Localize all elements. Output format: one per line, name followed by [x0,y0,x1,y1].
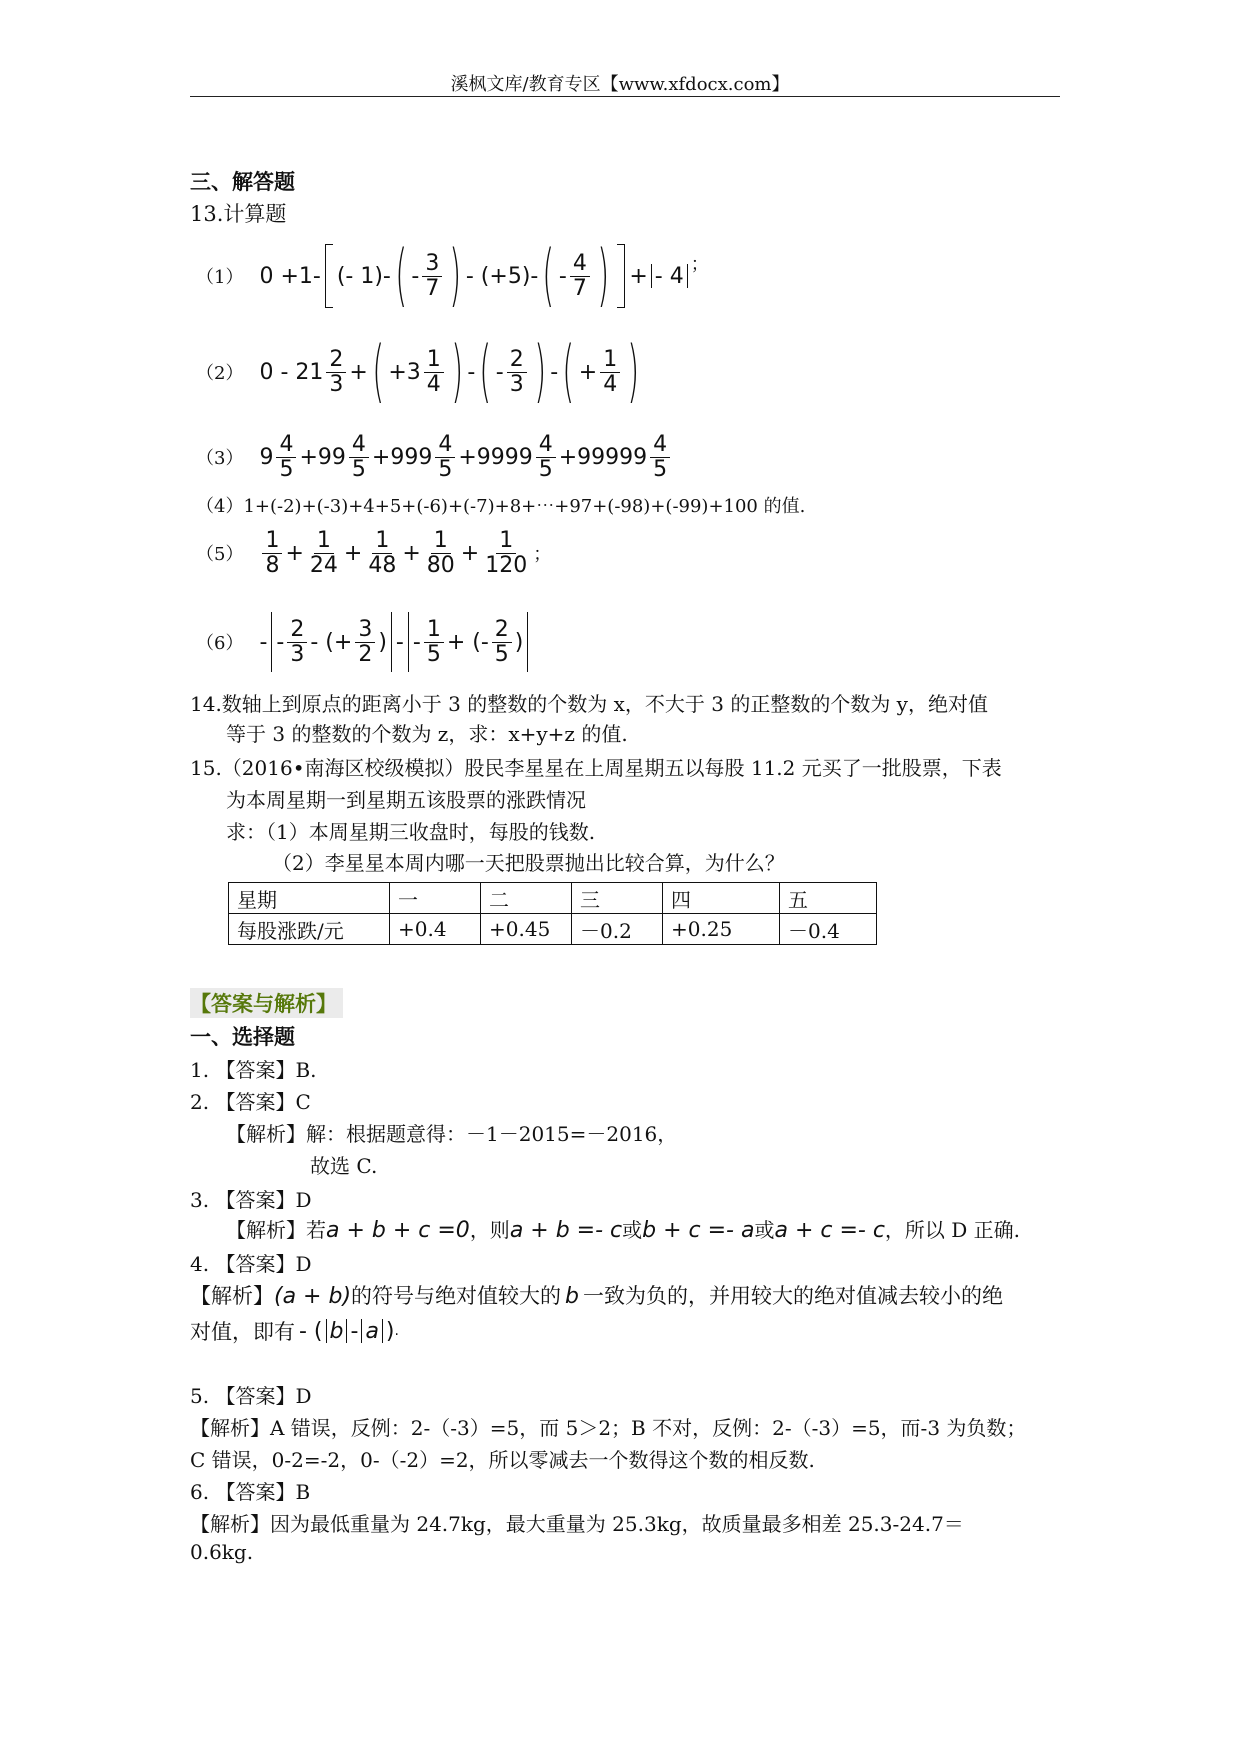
fraction: $\frac{1}{4}$ [424,348,444,395]
answer-5-explanation-2: C 错误，0-2=-2，0-（-2）=2，所以零减去一个数得这个数的相反数. [190,1448,815,1472]
table-cell: +0.25 [663,914,780,945]
q15-line-1: 15.（2016•南海区校级模拟）股民李星星在上周星期五以每股 11.2 元买了一批股票，下表 [190,756,1002,780]
item-label: （3） [196,448,244,469]
table-cell: 一 [390,883,481,914]
table-cell: 五 [780,883,877,914]
answer-3: 3. 【答案】D [190,1188,312,1212]
item-label: （5） [196,544,244,565]
answer-6: 6. 【答案】B [190,1480,311,1504]
table-cell: 三 [572,883,663,914]
item-label: （2） [196,363,244,384]
abs-diff-expression: - ( b - a ) . [299,1318,399,1344]
q13-item-2: （2） 0 - 21 $\frac{2}{3}$ + ( +3 $\frac{1}{4}$ ) - ( - $\frac{2}{3}$ ) - ( + $\frac{1}{4}$ ) [196,332,640,412]
bracket-left [325,244,333,308]
page-header: 溪枫文库/教育专区【www.xfdocx.com】 [450,74,790,95]
table-cell: 星期 [229,883,390,914]
section-title: 三、解答题 [190,169,295,194]
answer-5-explanation-1: 【解析】A 错误，反例：2-（-3）=5，而 5＞2；B 不对，反例：2-（-3）=5，而-3 为负数； [190,1416,1027,1440]
table-cell: 每股涨跌/元 [229,914,390,945]
table-header-row [229,883,877,914]
answer-2-conclusion: 故选 C. [310,1154,378,1178]
table-cell: 四 [663,883,780,914]
q13-item-4: （4）1+(-2)+(-3)+4+5+(-6)+(-7)+8+⋯+97+(-98)+(-99)+100 的值. [196,496,806,517]
fraction: $\frac{1}{4}$ [600,348,620,395]
table-row [229,914,877,945]
q15-ask-2: （2）李星星本周内哪一天把股票抛出比较合算，为什么？ [272,851,785,875]
item-label: （1） [196,267,244,288]
fraction: $\frac{2}{3}$ [326,348,346,395]
answers-banner: 【答案与解析】 [190,988,343,1018]
q14-line-2: 等于 3 的整数的个数为 z，求：x+y+z 的值. [226,722,628,746]
table-cell: 二 [481,883,572,914]
answer-2: 2. 【答案】C [190,1090,311,1114]
q15-ask-1: 求：（1）本周星期三收盘时，每股的钱数. [226,820,596,844]
answer-3-explanation: 【解析】若 a + b + c =0 ，则 a + b =- c 或 b + c =- a 或 a + c =- c ，所以 D 正确. [226,1218,1021,1243]
answer-6-explanation-1: 【解析】因为最低重量为 24.7kg，最大重量为 25.3kg，故质量最多相差 25.3-24.7＝ [190,1512,964,1536]
answer-6-explanation-2: 0.6kg. [190,1540,254,1564]
q14-line-1: 14.数轴上到原点的距离小于 3 的整数的个数为 x，不大于 3 的正整数的个数为 y，绝对值 [190,692,988,716]
answer-1: 1. 【答案】B. [190,1058,317,1082]
fraction: $\frac{2}{3}$ [507,348,527,395]
q15-line-2: 为本周星期一到星期五该股票的涨跌情况 [226,788,586,812]
bracket-right [617,244,625,308]
q13-item-5: （5） $\frac{1}{8}$ + $\frac{1}{24}$ + $\frac{1}{48}$ + $\frac{1}{80}$ + $\frac{1}{120}$ ； [196,528,552,578]
q13-item-1: （1） 0 +1- (- 1)- ( - $\frac{3}{7}$ ) - (+5)- ( - $\frac{4}{7}$ ) + - 4 ； [196,236,709,316]
fraction: $\frac{4}{7}$ [570,252,590,299]
table-cell: +0.4 [390,914,481,945]
q13-item-6: （6） - - $\frac{2}{3}$ - (+ $\frac{3}{2}$ ) - - $\frac{1}{5}$ + (- $\frac{2}{5}$ ) [196,602,532,682]
table-cell: +0.45 [481,914,572,945]
fraction: $\frac{3}{7}$ [422,252,442,299]
q13-title: 13.计算题 [190,202,287,226]
stock-table [228,882,877,945]
table-cell: －0.2 [572,914,663,945]
q13-item-3: （3） 9 $\frac{4}{5}$ +99 $\frac{4}{5}$ +999 $\frac{4}{5}$ +9999 $\frac{4}{5}$ +99999 $\frac{4}{5}$ [196,417,673,497]
answer-4-line-2: 对值，即有 - ( b - a ) . [190,1318,399,1344]
answer-4: 4. 【答案】D [190,1252,312,1276]
answers-section-title: 一、选择题 [190,1024,295,1049]
table-cell: －0.4 [780,914,877,945]
answer-2-explanation: 【解析】解：根据题意得：－1－2015=－2016， [226,1122,678,1146]
answer-4-explanation: 【解析】 (a + b) 的符号与绝对值较大的 b 一致为负的，并用较大的绝对值减去较小的绝 [190,1284,1004,1309]
answer-5: 5. 【答案】D [190,1384,312,1408]
item-label: （6） [196,633,244,654]
header-rule [190,96,1060,97]
